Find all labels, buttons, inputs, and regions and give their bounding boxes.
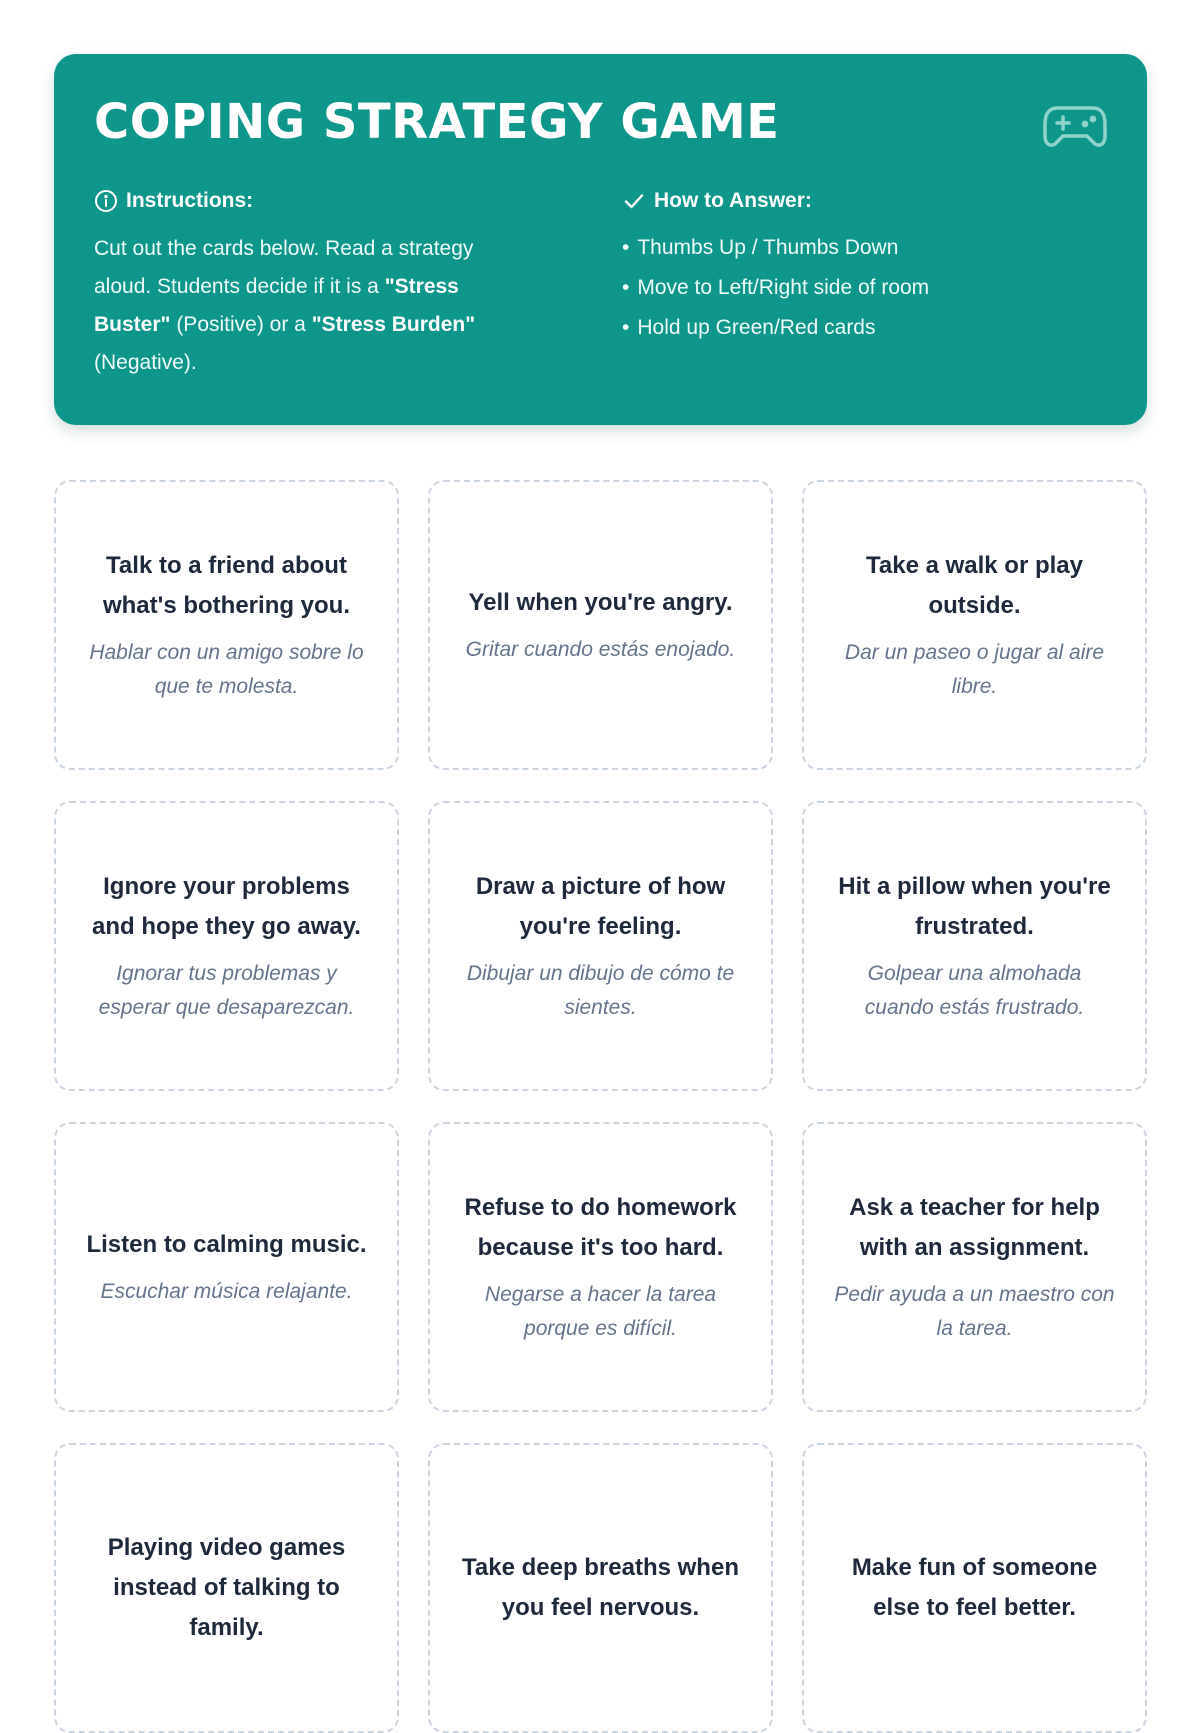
card-strategy-english: Listen to calming music. (86, 1231, 367, 1258)
strategy-card (54, 480, 399, 770)
strategy-card (428, 1122, 773, 1412)
strategy-card (802, 801, 1147, 1091)
card-strategy-english: Take deep breaths when you feel nervous. (462, 1554, 739, 1621)
instructions-text: Cut out the cards below. Read a strategy aloud. Students decide if it is a "Stress Buster" (Positive) or a "Stress Burden" (Negative). (94, 237, 476, 374)
stress-burden-term: "Stress Burden" (311, 313, 476, 336)
page-title: COPING STRATEGY GAME (94, 94, 780, 150)
card-strategy-english: Make fun of someone else to feel better. (851, 1554, 1098, 1621)
card-strategy-english: Ask a teacher for help with an assignment. (849, 1194, 1100, 1261)
strategy-card (802, 1443, 1147, 1733)
strategy-card (428, 1443, 773, 1733)
answer-option: • Hold up Green/Red cards (622, 308, 1102, 348)
strategy-card (54, 1122, 399, 1412)
card-strategy-spanish: Pedir ayuda a un maestro con la tarea. (834, 1283, 1115, 1340)
check-icon (622, 189, 646, 213)
card-strategy-english: Draw a picture of how you're feeling. (475, 873, 726, 940)
card-strategy-spanish: Golpear una almohada cuando estás frustrado. (864, 962, 1085, 1019)
how-to-answer-section (622, 188, 1102, 348)
strategy-card (428, 801, 773, 1091)
card-strategy-spanish: Escuchar música relajante. (100, 1280, 353, 1303)
card-strategy-spanish: Hablar con un amigo sobre lo que te molesta. (89, 641, 364, 698)
game-header (54, 54, 1147, 425)
card-strategy-english: Playing video games instead of talking to family. (107, 1534, 346, 1641)
card-strategy-spanish: Dar un paseo o jugar al aire libre. (844, 641, 1105, 698)
card-strategy-english: Yell when you're angry. (468, 589, 733, 616)
strategy-cards-grid (54, 480, 1147, 1733)
gamepad-icon (1043, 102, 1107, 150)
instructions-heading: Instructions: (126, 189, 254, 212)
strategy-card (54, 801, 399, 1091)
info-icon (94, 189, 118, 213)
stress-buster-term: "Stress Buster" (94, 275, 459, 336)
card-strategy-spanish: Ignorar tus problemas y esperar que desaparezcan. (98, 962, 355, 1019)
card-strategy-spanish: Dibujar un dibujo de cómo te sientes. (466, 962, 735, 1019)
strategy-card (802, 480, 1147, 770)
strategy-card (802, 1122, 1147, 1412)
card-strategy-spanish: Negarse a hacer la tarea porque es difícil. (484, 1283, 717, 1340)
card-strategy-english: Talk to a friend about what's bothering you. (102, 552, 351, 619)
answer-options-list (622, 228, 1102, 348)
card-strategy-english: Refuse to do homework because it's too hard. (464, 1194, 737, 1261)
card-strategy-english: Take a walk or play outside. (866, 552, 1083, 619)
card-strategy-spanish: Gritar cuando estás enojado. (465, 638, 736, 661)
answer-option: • Move to Left/Right side of room (622, 268, 1102, 308)
strategy-card (54, 1443, 399, 1733)
card-strategy-english: Hit a pillow when you're frustrated. (838, 873, 1111, 940)
how-to-answer-heading: How to Answer: (654, 189, 812, 212)
answer-option: • Thumbs Up / Thumbs Down (622, 228, 1102, 268)
strategy-card (428, 480, 773, 770)
instructions-section (94, 188, 534, 382)
card-strategy-english: Ignore your problems and hope they go away. (92, 873, 361, 940)
